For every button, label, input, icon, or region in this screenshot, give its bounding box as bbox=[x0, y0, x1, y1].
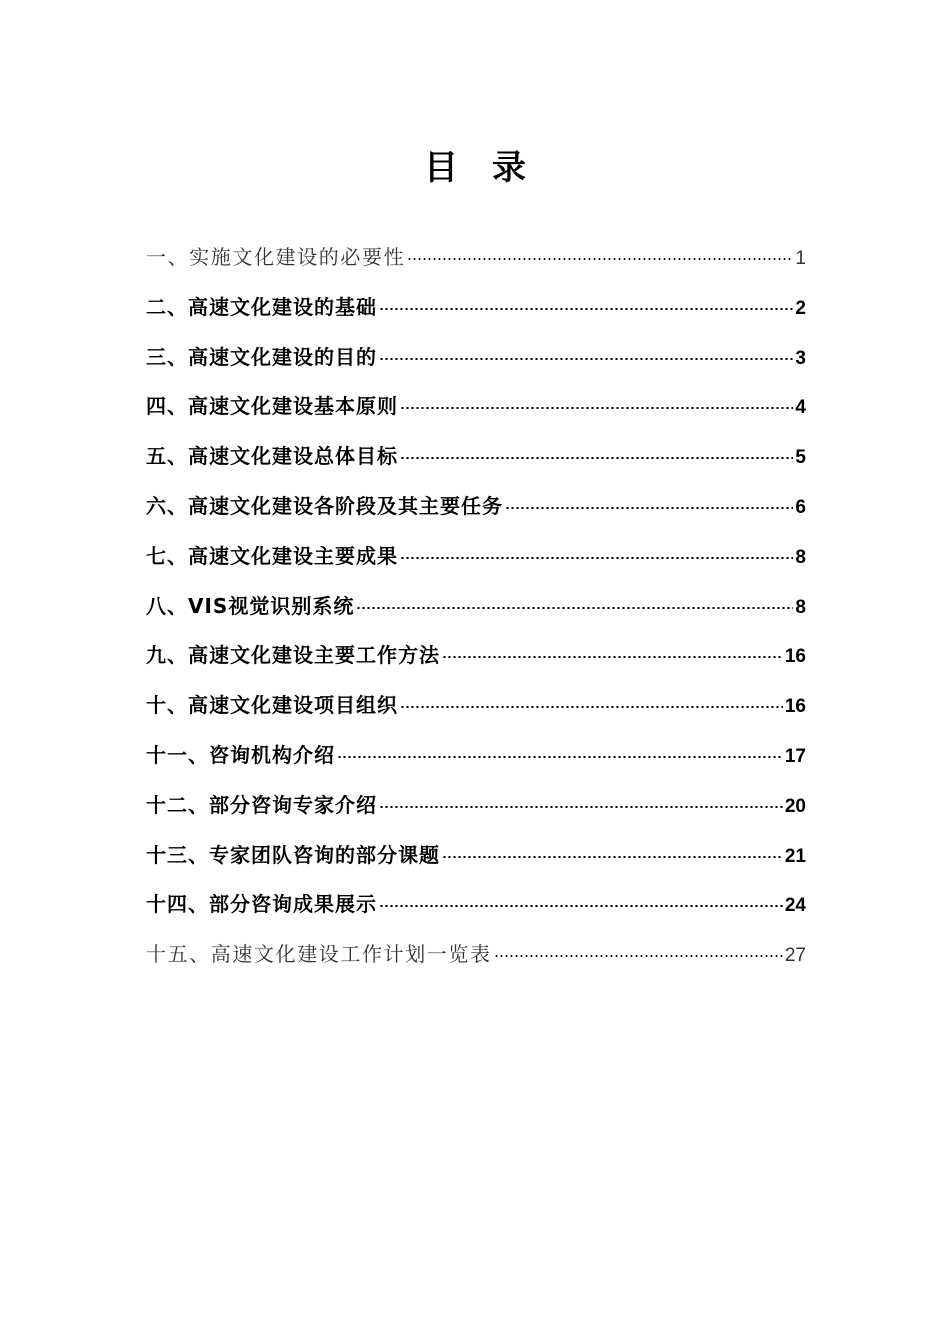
dot-leader bbox=[494, 955, 783, 957]
dot-leader bbox=[442, 856, 783, 858]
toc-page-number: 5 bbox=[795, 447, 806, 469]
toc-page-number: 16 bbox=[784, 696, 806, 718]
toc-entry-label: 四、高速文化建设基本原则 bbox=[146, 394, 398, 419]
toc-entry-label: 十二、部分咨询专家介绍 bbox=[146, 792, 377, 817]
toc-entry-label: 九、高速文化建设主要工作方法 bbox=[146, 643, 440, 668]
toc-entry-6[interactable] bbox=[146, 482, 806, 532]
dot-leader bbox=[379, 358, 793, 360]
toc-entry-1[interactable] bbox=[146, 233, 806, 283]
toc-entry-label: 十一、咨询机构介绍 bbox=[146, 742, 335, 767]
toc-entry-label: 二、高速文化建设的基础 bbox=[146, 294, 377, 319]
toc-page-number: 27 bbox=[784, 945, 806, 967]
toc-page-number: 20 bbox=[784, 795, 806, 817]
toc-entry-9[interactable] bbox=[146, 631, 806, 681]
toc-entry-7[interactable] bbox=[146, 532, 806, 582]
dot-leader bbox=[356, 607, 793, 609]
toc-entry-2[interactable] bbox=[146, 283, 806, 333]
dot-leader bbox=[337, 756, 783, 758]
toc-entry-8[interactable] bbox=[146, 582, 806, 632]
toc-entry-14[interactable] bbox=[146, 880, 806, 930]
dot-leader bbox=[407, 258, 793, 260]
toc-page-number: 24 bbox=[784, 895, 806, 917]
dot-leader bbox=[400, 407, 793, 409]
toc-entry-4[interactable] bbox=[146, 382, 806, 432]
dot-leader bbox=[505, 507, 793, 509]
dot-leader bbox=[442, 656, 783, 658]
toc-entry-label: 三、高速文化建设的目的 bbox=[146, 344, 377, 369]
page-title bbox=[0, 140, 950, 189]
toc-page-number: 3 bbox=[795, 347, 806, 369]
dot-leader bbox=[400, 457, 793, 459]
toc-entry-11[interactable] bbox=[146, 731, 806, 781]
toc-entry-label: 十五、高速文化建设工作计划一览表 bbox=[146, 942, 492, 967]
dot-leader bbox=[400, 706, 783, 708]
toc-page-number: 8 bbox=[795, 546, 806, 568]
dot-leader bbox=[379, 905, 783, 907]
toc-entry-5[interactable] bbox=[146, 432, 806, 482]
title-char-2: 录 bbox=[492, 148, 526, 188]
toc-page-number: 16 bbox=[784, 646, 806, 668]
toc-entry-15[interactable] bbox=[146, 930, 806, 980]
toc-page-number: 17 bbox=[784, 745, 806, 767]
table-of-contents bbox=[146, 233, 806, 980]
toc-entry-12[interactable] bbox=[146, 781, 806, 831]
toc-entry-label: 十四、部分咨询成果展示 bbox=[146, 892, 377, 917]
toc-page-number: 2 bbox=[795, 297, 806, 319]
toc-entry-label: 八、VIS视觉识别系统 bbox=[146, 593, 355, 618]
toc-entry-label: 五、高速文化建设总体目标 bbox=[146, 444, 398, 469]
dot-leader bbox=[400, 557, 793, 559]
toc-entry-label: 十三、专家团队咨询的部分课题 bbox=[146, 842, 440, 867]
toc-page-number: 8 bbox=[795, 596, 806, 618]
toc-entry-label: 十、高速文化建设项目组织 bbox=[146, 693, 398, 718]
toc-entry-label: 七、高速文化建设主要成果 bbox=[146, 543, 398, 568]
dot-leader bbox=[379, 806, 783, 808]
toc-page-number: 21 bbox=[784, 845, 806, 867]
dot-leader bbox=[379, 308, 793, 310]
toc-page-number: 1 bbox=[795, 248, 806, 269]
toc-entry-13[interactable] bbox=[146, 831, 806, 881]
toc-page-number: 6 bbox=[795, 496, 806, 518]
title-char-1: 目 bbox=[424, 148, 458, 188]
toc-entry-label: 六、高速文化建设各阶段及其主要任务 bbox=[146, 493, 503, 518]
toc-page-number: 4 bbox=[795, 397, 806, 419]
toc-entry-10[interactable] bbox=[146, 681, 806, 731]
toc-entry-label: 一、实施文化建设的必要性 bbox=[146, 245, 406, 269]
toc-entry-3[interactable] bbox=[146, 333, 806, 383]
